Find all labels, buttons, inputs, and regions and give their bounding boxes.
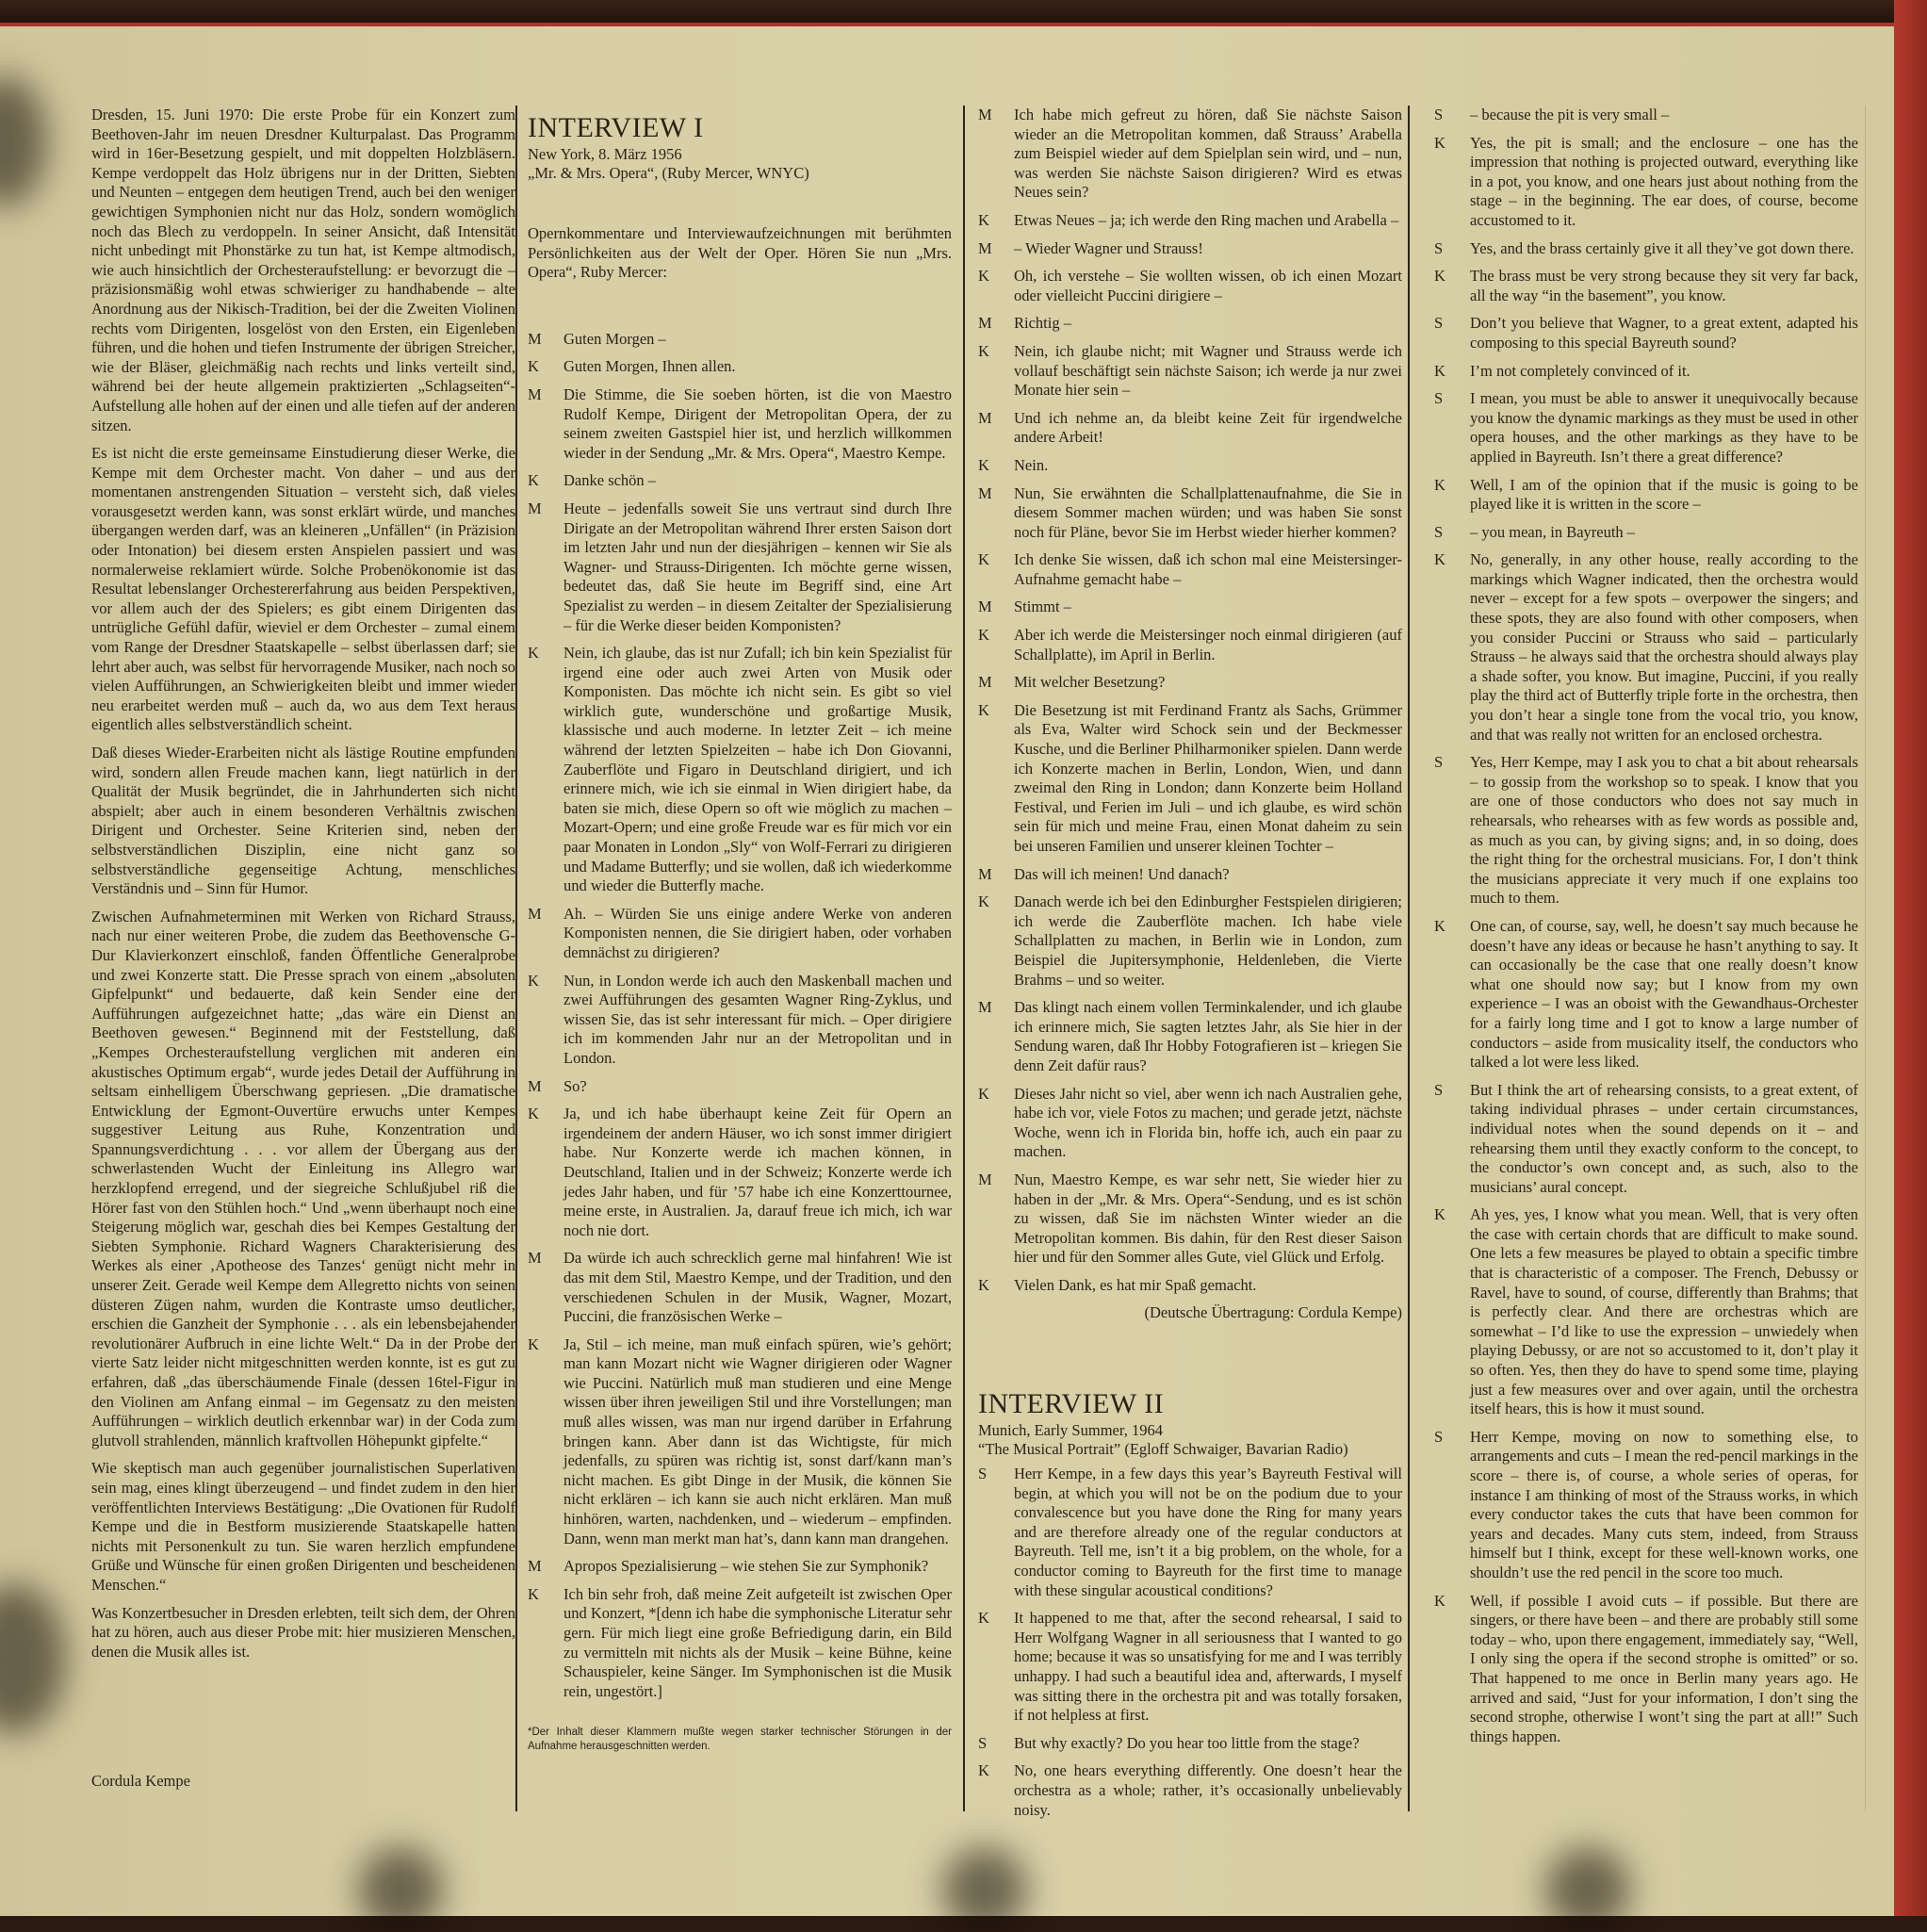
dialogue-turn [978, 598, 1402, 617]
speaker-initial: K [978, 700, 989, 719]
dialogue-turn [978, 626, 1402, 664]
dialogue-turn [528, 905, 952, 963]
speaker-text: Don’t you believe that Wagner, to a great extent, adapted his composing to this special Bayreuth sound? [1470, 314, 1858, 352]
dialogue-turn [1434, 1081, 1858, 1198]
speaker-initial: K [1434, 267, 1445, 286]
speaker-text: But why exactly? Do you hear too little from the stage? [1014, 1733, 1360, 1752]
dialogue-turn [978, 239, 1402, 259]
speaker-initial: M [978, 408, 992, 427]
speaker-text: Etwas Neues – ja; ich werde den Ring machen und Arabella – [1014, 210, 1399, 229]
speaker-text: Guten Morgen, Ihnen allen. [563, 357, 736, 376]
essay-paragraph: Zwischen Aufnahmeterminen mit Werken von Richard Strauss, nach nur einer weiteren Probe, die zudem das Beethovensche G-Dur Klavierkonzert einschloß, fanden Öffentliche Generalprobe und zwei Konzerte statt. Die Presse sprach von einem „absoluten Gipfelpunkt“ und bedauerte, daß kein Sender eine der Aufführungen aufgezeichnet hatte; „das wäre ein Dienst an Beethoven gewesen.“ Beginnend mit der Feststellung, daß „Kempes Orchesteraufstellung verglichen mit anderen ein akustisches Optimum ergab“, wurde jedes Detail der Aufführung in seltsam einhelligem Überschwang gepriesen. „Die dramatische Entwicklung der Egmont-Ouvertüre erwuchs unter Kempes suggestiver Leitung aus Ruhe, Konzentration und Spannungsverdichtung . . . vor allem der Übergang aus der schwerlastenden Wucht der Einleitung ins Allegro war herzklopfend erregend, und der siegreiche Schlußjubel riß die Hörer fast von den Stühlen hoch.“ Und „wenn überhaupt noch eine Steigerung möglich war, geschah dies bei Kempes Gestaltung der Siebten Symphonie. Richard Wagners Charakterisierung des Werkes als einer ‚Apotheose des Tanzes‘ genügt nicht mehr in unserer Zeit. Gerade weil Kempe dem Allegretto nichts von seinen düsteren Zügen nahm, wurden die Kontraste umso deutlicher, erschien die Ganzheit der Symphonie . . . als ein lebensbejahender revolutionärer Aufbruch in eine lichte Welt.“ Da in der Probe der vierte Satz leider nicht mitgeschnitten werden konnte, ist es gut zu erfahren, daß „das überschäumende Finale (dessen 16tel-Figur in den Violinen am Anfang einmal – im Gegensatz zu den meisten Aufführungen – wirklich deutlich erkennbar war) in der Coda zum glutvoll strahlenden, männlich kraftvollen Höhepunkt gipfelte.“ [91, 907, 515, 1449]
dialogue-turn [978, 550, 1402, 589]
speaker-text: Herr Kempe, moving on now to something else, to arrangements and cuts – I mean the red-pencil markings in the score – there is, of course, a whole series of operas, for instance I am thinking of most of the Strauss works, in which every conductor takes the cuts that have been common for years and decades. Many cuts stem, indeed, from Strauss himself but I think, except for these well-known works, one shouldn’t use the red pencil in the score too much. [1470, 1427, 1858, 1581]
dialogue-turn [528, 499, 952, 635]
dialogue-turn [1434, 314, 1858, 352]
interview-2-program: “The Musical Portrait” (Egloff Schwaiger, Bavarian Radio) [978, 1440, 1348, 1459]
finger-shadow [1545, 1847, 1630, 1932]
dialogue-turn [1434, 1428, 1858, 1583]
speaker-text: Und ich nehme an, da bleibt keine Zeit für irgendwelche andere Arbeit! [1014, 408, 1402, 447]
column-divider [515, 106, 517, 1811]
speaker-initial: M [978, 864, 992, 883]
interview-1-2-column [978, 106, 1402, 1828]
speaker-initial: K [528, 1334, 539, 1353]
dialogue-turn [528, 972, 952, 1069]
speaker-text: Nun, Maestro Kempe, es war sehr nett, Sie wieder hier zu haben in der „Mr. & Mrs. Opera“-Sendung, und es ist schön zu wissen, daß Sie im nächsten Winter wieder an die Metropolitan kommen. Bis dahin, für den Rest dieser Saison hier und für den Sommer alles Gute, viel Glück und Erfolg. [1014, 1170, 1402, 1267]
dialogue-turn [528, 1557, 952, 1577]
speaker-initial: K [978, 455, 989, 474]
speaker-text: Apropos Spezialisierung – wie stehen Sie zur Symphonik? [563, 1557, 929, 1576]
speaker-initial: K [528, 471, 539, 490]
speaker-initial: K [1434, 916, 1445, 935]
speaker-text: I mean, you must be able to answer it unequivocally because you know the dynamic markings as they must be used in other opera houses, and the other markings as they have to be applied in Bayreuth. Isn’t there a great difference? [1470, 389, 1858, 466]
dialogue-turn [1434, 239, 1858, 259]
dialogue-turn [978, 484, 1402, 543]
speaker-text: Yes, Herr Kempe, may I ask you to chat a bit about rehearsals – to gossip from the workshop so to speak. I know that you are one of those conductors who does not say much in rehearsals, who rehearses with as few words as possible and, as much as you can, by giving signs; and, in so doing, does the right thing for the orchestral musicians. For, I don’t think the musicians appreciate it very much if one explains too much to them. [1470, 753, 1858, 908]
speaker-initial: M [978, 598, 992, 616]
speaker-text: Das klingt nach einem vollen Terminkalender, und ich glaube ich erinnere mich, Sie sagten letztes Jahr, als Sie hier in der Sendung waren, daß Ihr Hobby Fotografieren ist – kriegen Sie denn Zeit dafür raus? [1014, 998, 1402, 1074]
essay-paragraph: Daß dieses Wieder-Erarbeiten nicht als lästige Routine empfunden wird, sondern allen Freude machen kann, liegt natürlich in der Qualität der Musik begründet, die in Jahrhunderten sich nicht abspielt; aber auch in einem besonderen Verhältnis zwischen Dirigent und Orchester. Seine Kriterien sind, neben der selbstverständlichen Disziplin, eine nicht ganz so selbstverständliche gegenseitige Achtung, menschliches Verständnis und – Sinn für Humor. [91, 744, 515, 898]
speaker-initial: K [978, 267, 989, 286]
speaker-initial: K [978, 626, 989, 645]
speaker-text: Ich habe mich gefreut zu hören, daß Sie nächste Saison wieder an die Metropolitan kommen, daß Strauss’ Arabella zum Beispiel wieder auf dem Spielplan sein wird, und – nun, was werden Sie nächste Saison dirigieren? Wird es etwas Neues sein? [1014, 106, 1402, 202]
speaker-initial: M [978, 238, 992, 257]
speaker-text: Nun, in London werde ich auch den Maskenball machen und zwei Aufführungen des gesamten Wagner Ring-Zyklus, und wissen Sie, das ist sehr interessant für mich. – Oper dirigiere ich im kommenden Jahr nur an der Metropolitan und in London. [563, 971, 952, 1067]
speaker-initial: M [978, 998, 992, 1017]
dialogue-turn [978, 1609, 1402, 1726]
dialogue-turn [528, 385, 952, 463]
dialogue-list [978, 1465, 1402, 1820]
speaker-text: So? [563, 1076, 587, 1095]
dialogue-turn [978, 1085, 1402, 1162]
dialogue-turn [978, 998, 1402, 1075]
speaker-text: – because the pit is very small – [1470, 106, 1670, 123]
speaker-text: Stimmt – [1014, 598, 1071, 616]
essay-signature: Cordula Kempe [91, 1772, 190, 1790]
finger-shadow [942, 1847, 1027, 1932]
dialogue-turn [978, 1276, 1402, 1296]
speaker-text: Danach werde ich bei den Edinburgher Festspielen dirigieren; ich werde die Zauberflöte machen. Ich habe viele Schallplatten zu machen, in Berlin wie in London, zum Beispiel die Jupitersymphonie, Heldenleben, die Vierte Brahms – und so weiter. [1014, 892, 1402, 989]
speaker-text: No, one hears everything differently. One doesn’t hear the orchestra as a whole; rather, it’s occasionally unbelievably noisy. [1014, 1761, 1402, 1819]
dialogue-turn [1434, 134, 1858, 231]
speaker-text: Die Stimme, die Sie soeben hörten, ist die von Maestro Rudolf Kempe, Dirigent der Metropolitan Opera, der zu seinem zweiten Gastspiel hier ist, und herzlich willkommen wieder in der Sendung „Mr. & Mrs. Opera“, Maestro Kempe. [563, 385, 952, 462]
speaker-initial: K [978, 210, 989, 229]
interview-1-column [528, 106, 952, 1754]
speaker-initial: K [528, 1584, 539, 1603]
dialogue-turn [1434, 389, 1858, 467]
dialogue-turn [528, 357, 952, 377]
interview-1-place-date: New York, 8. März 1956 [528, 145, 682, 163]
speaker-initial: K [528, 357, 539, 376]
speaker-text: The brass must be very strong because they sit very far back, all the way “in the basement”, you know. [1470, 267, 1858, 304]
dialogue-turn [978, 267, 1402, 305]
speaker-text: One can, of course, say, well, he doesn’t say much because he doesn’t have any ideas or because he hasn’t anything to say. It can occasionally be the case that one really doesn’t know what one should now say; but I know from my own experience – I was an oboist with the Gewandhaus-Orchester for a fairly long time and I got to know a large number of conductors – aside from musicality itself, the conductors who talked a lot were less liked. [1470, 916, 1858, 1072]
dialogue-turn [978, 892, 1402, 990]
speaker-text: Richtig – [1014, 314, 1071, 333]
dialogue-turn [1434, 267, 1858, 305]
speaker-text: Das will ich meinen! Und danach? [1014, 864, 1230, 883]
interview-1-program: „Mr. & Mrs. Opera“, (Ruby Mercer, WNYC) [528, 164, 809, 182]
speaker-text: Guten Morgen – [563, 329, 666, 348]
essay-paragraph: Was Konzertbesucher in Dresden erlebten, teilt sich dem, der Ohren hat zu hören, auch aus dieser Probe mit: hier musizieren Menschen, denen die Musik alles ist. [91, 1603, 515, 1661]
speaker-initial: M [528, 499, 542, 517]
speaker-initial: K [978, 1609, 989, 1628]
dialogue-turn [528, 1105, 952, 1240]
column-divider [963, 106, 965, 1811]
interview-1-intro: Opernkommentare und Interviewaufzeichnungen mit berühmten Persönlichkeiten aus der Welt der Oper. Hören Sie nun „Mrs. Opera“, Ruby Mercer: [528, 224, 952, 282]
dialogue-turn [1434, 523, 1858, 543]
dialogue-turn [528, 471, 952, 491]
speaker-text: Aber ich werde die Meistersinger noch einmal dirigieren (auf Schallplatte), im April in Berlin. [1014, 626, 1402, 663]
dialogue-list [528, 330, 952, 1702]
dialogue-turn [528, 1249, 952, 1326]
speaker-text: Ich bin sehr froh, daß meine Zeit aufgeteilt ist zwischen Oper und Konzert, *[denn ich habe die symphonische Literatur sehr gern. Für mich liegt eine große Befriedigung darin, ein Bild zu vermitteln mit nichts als der Musik – keine Bühne, keine Schauspieler, keine Sänger. Im Symphonischen ist die Musik rein, ungestört.] [563, 1584, 952, 1700]
dialogue-turn [528, 1077, 952, 1097]
dialogue-turn [978, 409, 1402, 448]
speaker-initial: K [978, 341, 989, 360]
speaker-initial: M [528, 1076, 542, 1095]
speaker-text: Ich denke Sie wissen, daß ich schon mal eine Meistersinger-Aufnahme gemacht habe – [1014, 550, 1402, 588]
speaker-text: Oh, ich verstehe – Sie wollten wissen, ob ich einen Mozart oder vielleicht Puccini dirigiere – [1014, 267, 1402, 304]
speaker-text: Danke schön – [563, 471, 657, 490]
speaker-initial: S [1434, 238, 1444, 257]
dialogue-turn [978, 456, 1402, 476]
speaker-text: Nun, Sie erwähnten die Schallplattenaufnahme, die Sie in diesem Sommer machen würden; und was haben Sie sonst noch für Pläne, bevor Sie im Herbst wieder hierher kommen? [1014, 483, 1402, 541]
dialogue-turn [1434, 106, 1858, 125]
dialogue-turn [978, 1734, 1402, 1754]
dialogue-turn [978, 314, 1402, 334]
speaker-initial: M [528, 1249, 542, 1268]
speaker-text: Well, I am of the opinion that if the music is going to be played like it is written in the score – [1470, 475, 1858, 514]
speaker-text: – you mean, in Bayreuth – [1470, 522, 1636, 541]
speaker-initial: S [1434, 522, 1444, 541]
interview-2-column [1434, 106, 1858, 1755]
interview-2-title: INTERVIEW II [978, 1388, 1165, 1420]
speaker-initial: K [978, 892, 989, 911]
speaker-text: Yes, and the brass certainly give it all they’ve got down there. [1470, 238, 1854, 257]
dialogue-turn [978, 1171, 1402, 1268]
speaker-text: Mit welcher Besetzung? [1014, 673, 1166, 692]
speaker-initial: S [1434, 1427, 1444, 1446]
speaker-initial: M [978, 1170, 992, 1188]
dialogue-turn [1434, 476, 1858, 515]
speaker-text: But I think the art of rehearsing consists, to a great extent, of taking individual phrases – under certain circumstances, individual notes when the sound depends on it – and rehearsing them until they exactly conform to the concept, to the conductor’s own concept and, as such, also to the musicians’ aural concept. [1470, 1080, 1858, 1196]
dialogue-turn [1434, 753, 1858, 909]
speaker-text: Ah. – Würden Sie uns einige andere Werke von anderen Komponisten nennen, die Sie dirigiert haben, oder vorhaben demnächst zu dirigieren? [563, 904, 952, 961]
speaker-initial: M [978, 314, 992, 333]
speaker-initial: M [528, 385, 542, 403]
dialogue-list [1434, 106, 1858, 1746]
speaker-initial: K [1434, 475, 1445, 494]
dialogue-turn [528, 644, 952, 896]
speaker-initial: S [1434, 106, 1444, 123]
interview-1-title: INTERVIEW I [528, 112, 704, 143]
speaker-initial: K [528, 971, 539, 990]
speaker-initial: M [528, 904, 542, 923]
dialogue-turn [1434, 362, 1858, 382]
speaker-initial: S [978, 1465, 988, 1483]
dialogue-turn [978, 865, 1402, 885]
speaker-initial: K [1434, 133, 1445, 152]
dialogue-turn [1434, 1205, 1858, 1419]
dialogue-turn [528, 1585, 952, 1702]
speaker-initial: M [528, 329, 542, 348]
speaker-initial: K [978, 550, 989, 569]
speaker-text: Vielen Dank, es hat mir Spaß gemacht. [1014, 1275, 1257, 1294]
dialogue-turn [978, 1465, 1402, 1600]
speaker-text: – Wieder Wagner und Strauss! [1014, 238, 1203, 257]
speaker-text: Heute – jedenfalls soweit Sie uns vertraut sind durch Ihre Dirigate an der Metropolitan während Ihrer ersten Saison dort im letzten Jahr und nun der diesjährigen – kennen wir Sie als Wagner- und Strauss-Dirigenten. Ich möchte gerne wissen, bedeutet das, daß Sie heute im Begriff sind, eine Art Spezialist zu werden – in diesem Zeitalter der Spezialisierung – für die Werke dieser beiden Komponisten? [563, 499, 952, 634]
speaker-initial: S [1434, 314, 1444, 333]
dialogue-turn [978, 342, 1402, 401]
dialogue-turn [528, 330, 952, 350]
speaker-text: Ja, Stil – ich meine, man muß einfach spüren, wie’s gehört; man kann Mozart nicht wie Wagner dirigieren oder Wagner wie Puccini. Natürlich muß man studieren und eine Menge wissen über ihren jeweiligen Stil und ihre Vorstellungen; man muß alles wissen, was man nur irgend darüber in Erfahrung bringen kann. Aber dann ist das Wichtigste, für mich jedenfalls, zu spüren was richtig ist, sonst darf/kann man’s nicht machen. Es gibt Dinge in der Musik, die können Sie nicht erklären – ich kann sie auch nicht erklären. Man muß hinhören, warten, nachdenken, und – wiederum – empfinden. Dann, wenn man merkt man hat’s, dann kann man drangehen. [563, 1334, 952, 1547]
speaker-initial: K [1434, 361, 1445, 380]
speaker-initial: M [978, 483, 992, 502]
column-divider [1408, 106, 1410, 1811]
speaker-text: Nein, ich glaube, das ist nur Zufall; ich bin kein Spezialist für irgend eine oder auch zwei Arten von Musik oder Komponisten. Das möchte ich nicht sein. Es gibt so viel wirklich gute, wunderschöne und großartige Musik, klassische und auch moderne. In letzter Zeit – ich meine während der letzten Spielzeiten – habe ich Don Giovanni, Zauberflöte und Figaro in Deutschland dirigiert, und ich erinnere mich, wie ich sie einmal in Wien dirigiert habe, da baten sie mich, diese Opern so oft wie möglich zu machen – Mozart-Opern; und eine große Freude war es für mich vor ein paar Monaten in London „Sly“ von Wolf-Ferrari zu dirigieren und Madame Butterfly; und sie wollen, daß ich wiederkomme und wieder die Butterfly mache. [563, 644, 952, 895]
speaker-text: Yes, the pit is small; and the enclosure – one has the impression that nothing is projected outward, everything like in a pot, you know, and one hears just about nothing from the stage – in the beginning. The ear does, of course, become accustomed to it. [1470, 133, 1858, 229]
speaker-initial: K [1434, 1205, 1445, 1224]
speaker-text: No, generally, in any other house, really according to the markings which Wagner indicated, then the orchestra would never – except for a few spots – overpower the singers; and these spots, they are also found with other composers, when you consider Puccini or Strauss who said – particularly Strauss – he always said that the orchestra should always play a shade softer, you know. But imagine, Puccini, if you really play the third act of Butterfly triple forte in the orchestra, then you don’t hear a single tone from the vocal trio, you know, and that was really not written for an enclosed orchestra. [1470, 550, 1858, 744]
page-fold [1865, 106, 1866, 1811]
essay-paragraph: Dresden, 15. Juni 1970: Die erste Probe für ein Konzert zum Beethoven-Jahr im neuen Dresdner Kulturpalast. Das Programm wird in 16er-Besetzung gespielt, und mit doppelten Holzbläsern. Kempe verdoppelt das Holz übrigens nur in der Dritten, Siebten und Neunten – entgegen dem heutigen Trend, auch bei den weniger gewichtigen Symphonien nicht nur das Holz, sondern womöglich noch das Blech zu verdoppeln. In seiner Ansicht, daß Intensität nicht unbedingt mit Phonstärke zu tun hat, ist Kempe altmodisch, wie auch hinsichtlich der Orchesteraufstellung: er bevorzugt die – präzisionsmäßig wohl etwas schwieriger zu handhabende – alte Anordnung aus der Nikisch-Tradition, bei der die Zweiten Violinen rechts vom Dirigenten, losgelöst von den Ersten, ein Eigenleben führen, und die hohen und tiefen Instrumente der übrigen Streicher, wie der Bläser, gleichmäßig nach rechts und links verteilt sind, während bei der heute allgemein praktizierten „Schlagseiten“-Aufstellung alle hohen auf der einen und alle tiefen auf der anderen sitzen. [91, 106, 515, 434]
interview-2-place-date: Munich, Early Summer, 1964 [978, 1421, 1163, 1440]
speaker-text: Die Besetzung ist mit Ferdinand Frantz als Sachs, Grümmer als Eva, Walter wird Schock sein und der Beckmesser Kusche, und die Berliner Philharmoniker spielen. Dann werde ich Konzerte machen in Berlin, London, Wien, und dann zweimal den Ring in London; dann Konzerte beim Holland Festival, und Ferien im Juli – und ich glaube, es wird schön sein für mich und meine Frau, einen Monat daheim zu sein bei unseren Familien und unserer kleinen Tochter – [1014, 700, 1402, 855]
speaker-text: Da würde ich auch schrecklich gerne mal hinfahren! Wie ist das mit dem Stil, Maestro Kempe, und der Tradition, und den verschiedenen Schulen in der Musik, Wagner, Mozart, Puccini, die französischen Werke – [563, 1249, 952, 1326]
speaker-text: I’m not completely convinced of it. [1470, 361, 1690, 380]
speaker-text: Ah yes, yes, I know what you mean. Well, that is very often the case with certain chords that are difficult to make sound. One lets a few measures be played to obtain a specific timbre that is characteristic of a composer. The French, Debussy or Ravel, have to sound, of course, differently than Brahms; that is perfectly clear. And there are orchestras which are somewhat – I’d like to use the expression – unwiedely when playing Debussy, or are not so accustomed to it, don’t play it so often. Yes, then they do have to spend some time, playing just a few measures over and over again, until the orchestra itself hears, this is how it must sound. [1470, 1205, 1858, 1418]
finger-shadow [358, 1847, 443, 1932]
footnote: *Der Inhalt dieser Klammern mußte wegen starker technischer Störungen in der Aufnahme herausgeschnitten werden. [528, 1727, 952, 1753]
speaker-text: Nein, ich glaube nicht; mit Wagner und Strauss werde ich vollauf beschäftigt sein nächste Saison; ich werde ja nur zwei Monate hier sein – [1014, 341, 1402, 400]
speaker-initial: K [528, 1105, 539, 1123]
dialogue-turn [528, 1335, 952, 1549]
speaker-initial: S [1434, 1080, 1444, 1099]
dialogue-turn [978, 701, 1402, 857]
speaker-initial: M [528, 1557, 542, 1576]
dialogue-turn [978, 1761, 1402, 1820]
speaker-initial: K [1434, 1591, 1445, 1610]
speaker-initial: K [978, 1761, 989, 1780]
dialogue-list [978, 106, 1402, 1295]
speaker-initial: S [1434, 753, 1444, 772]
essay-paragraph: Es ist nicht die erste gemeinsame Einstudierung dieser Werke, die Kempe mit dem Orchester macht. Von daher – und aus der momentanen anstrengenden Situation – versteht sich, daß vieles vorausgesetzt werden kann, was sonst erklärt würde, und manches übergangen werden darf, was an kleineren „Unfällen“ (in Präzision oder Intonation) bei diesem ersten Anspielen passiert und was normalerweise reklamiert würde. Solche Probenökonomie ist das Resultat lebenslanger Orchestererfahrung aus beiden Perspektiven, vor allem auch der des Spielers; es gibt einem Dirigenten das untrügliche Gefühl dafür, wieviel er dem Orchester – zumal einem vom Range der Dresdner Staatskapelle – selbst überlassen darf; sie lehrt aber auch, was selbst für hervorragende Musiker, nach noch so vielen Aufführungen, an Schwierigkeiten bleibt und immer wieder neu erarbeitet werden muß – auch da, wo aus dem Text heraus eigentlich alles selbstverständlich scheint. [91, 444, 515, 734]
dialogue-turn [978, 673, 1402, 693]
translation-credit: (Deutsche Übertragung: Cordula Kempe) [1144, 1303, 1402, 1322]
speaker-initial: K [978, 1084, 989, 1103]
essay-paragraph: Wie skeptisch man auch gegenüber journalistischen Superlativen sein mag, eines klingt überzeugend – und findet zudem in den hier veröffentlichten Interviews Bestätigung: „Die Ovationen für Rudolf Kempe und die in Bestform musizierende Staatskapelle hatten nichts mit Personenkult zu tun. Sie waren herzlich empfundene Grüße und Wünsche für einen großen Dirigenten und bescheidenen Menschen.“ [91, 1459, 515, 1594]
dialogue-turn [1434, 550, 1858, 745]
speaker-initial: K [1434, 550, 1445, 569]
speaker-text: Dieses Jahr nicht so viel, aber wenn ich nach Australien gehe, habe ich vor, viele Fotos zu machen; und gerade jetzt, nächste Woche, wenn ich in Florida bin, hoffe ich, auch ein paar zu machen. [1014, 1084, 1402, 1161]
essay-column [91, 106, 515, 1670]
speaker-initial: S [1434, 389, 1444, 408]
dialogue-turn [978, 106, 1402, 203]
dialogue-turn [1434, 1592, 1858, 1747]
speaker-text: Herr Kempe, in a few days this year’s Bayreuth Festival will begin, at which you will not be on the podium due to your convalescence but you have done the Ring for many years and are therefore already one of the regular conductors at Bayreuth. Tell me, isn’t it a big problem, on the whole, for a conductor coming to Bayreuth for the first time to manage with these singular acoustical conditions? [1014, 1465, 1402, 1599]
speaker-initial: K [528, 644, 539, 663]
sleeve-spine [1894, 0, 1927, 1916]
speaker-initial: S [978, 1733, 988, 1752]
speaker-initial: K [978, 1275, 989, 1294]
dialogue-turn [978, 211, 1402, 231]
speaker-initial: M [978, 106, 992, 123]
dialogue-turn [1434, 917, 1858, 1072]
speaker-initial: M [978, 673, 992, 692]
speaker-text: Nein. [1014, 455, 1049, 474]
speaker-text: It happened to me that, after the second rehearsal, I said to Herr Wolfgang Wagner in all seriousness that I wanted to go home; because it was so unsatisfying for me and I was terribly unhappy. I had such a beautiful idea and, afterwards, I myself was sitting there in the orchestra pit and was totally forsaken, if not helpless at first. [1014, 1609, 1402, 1725]
speaker-text: Ja, und ich habe überhaupt keine Zeit für Opern an irgendeinem der andern Häuser, wo ich sonst immer dirigiert habe. Nur Konzerte werde ich machen können, in Deutschland, Italien und in der Schweiz; Konzerte werde ich jedes Jahr haben, und für ’57 habe ich eine Konzerttournee, meine erste, in Australien. Ja, darauf freue ich mich, ich war noch nie dort. [563, 1105, 952, 1239]
speaker-text: Well, if possible I avoid cuts – if possible. But there are singers, or there have been – and there are probably still some today – who, upon there engagement, immediately say, “Well, I only sing the opera if the second strophe is omitted” or so. That happened to me once in Berlin many years ago. He arrived and said, “Just for your information, I don’t sing the second strophe, otherwise I wont’t sing the part at all!” Such things happen. [1470, 1591, 1858, 1745]
